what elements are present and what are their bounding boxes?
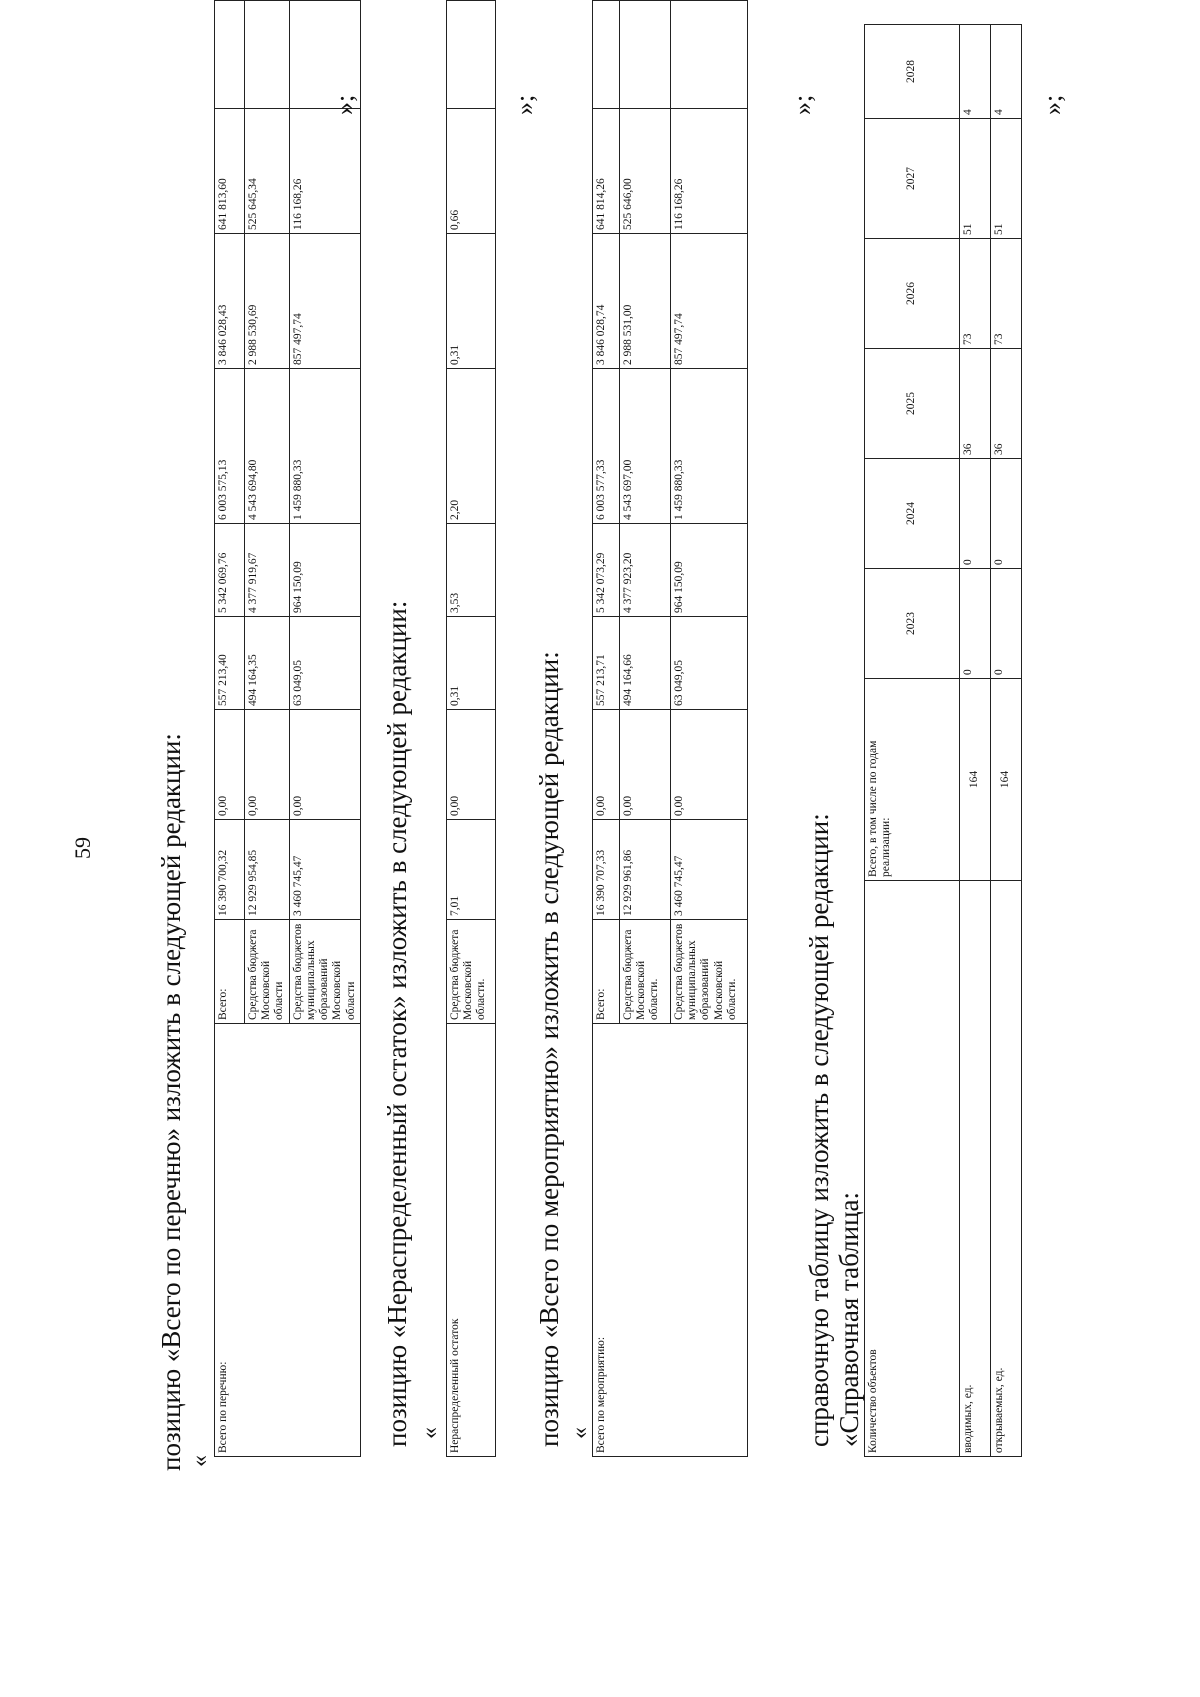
close-quote: »; [1038, 94, 1067, 115]
value-cell: 0 [960, 459, 991, 569]
value-cell: 5 342 069,76 [215, 524, 245, 617]
value-cell: 3,53 [447, 524, 496, 617]
open-quote: « [567, 1427, 593, 1439]
value-cell: 557 213,71 [593, 617, 620, 710]
empty-cell [593, 1, 620, 109]
open-quote: « [417, 1427, 443, 1439]
source-cell: Всего: [215, 920, 245, 1024]
value-cell: 0,31 [447, 234, 496, 369]
value-cell: 4 377 919,67 [245, 524, 290, 617]
table-unallocated [446, 0, 496, 1457]
value-cell: 3 460 745,47 [289, 820, 360, 920]
value-cell: 116 168,26 [289, 109, 360, 234]
value-cell: 12 929 961,86 [620, 820, 671, 920]
empty-cell [289, 1, 360, 109]
value-cell: 0,31 [447, 617, 496, 710]
table-total-activity [592, 0, 748, 1457]
value-cell: 63 049,05 [671, 617, 748, 710]
header-year: 2026 [865, 239, 960, 349]
value-cell: 0,66 [447, 109, 496, 234]
value-cell: 5 342 073,29 [593, 524, 620, 617]
value-cell: 641 813,60 [215, 109, 245, 234]
value-cell: 116 168,26 [671, 109, 748, 234]
source-cell: Средства бюджетов муниципальных образований Московской области. [671, 920, 748, 1024]
value-cell: 4 377 923,20 [620, 524, 671, 617]
table-row [447, 1, 496, 1457]
value-cell: 7,01 [447, 820, 496, 920]
header-year: 2027 [865, 119, 960, 239]
value-cell: 0,00 [671, 710, 748, 820]
value-cell: 73 [991, 239, 1022, 349]
value-cell: 0 [991, 459, 1022, 569]
row-label: вводимых, ед. [960, 881, 991, 1457]
value-cell: 4 [960, 25, 991, 119]
table-total-list [214, 0, 361, 1457]
value-cell: 964 150,09 [289, 524, 360, 617]
value-cell: 4 543 694,80 [245, 369, 290, 524]
open-quote: « [187, 1455, 213, 1467]
value-cell: 857 497,74 [289, 234, 360, 369]
close-quote: »; [330, 94, 359, 115]
value-cell: 0,00 [620, 710, 671, 820]
value-cell: 6 003 575,13 [215, 369, 245, 524]
source-cell: Средства бюджета Московской области [245, 920, 290, 1024]
value-cell: 63 049,05 [289, 617, 360, 710]
value-cell: 0 [960, 569, 991, 679]
value-cell: 0 [991, 569, 1022, 679]
value-cell: 494 164,66 [620, 617, 671, 710]
header-total: Всего, в том числе по годам реализации: [865, 679, 960, 881]
value-cell: 12 929 954,85 [245, 820, 290, 920]
reference-heading: справочную таблицу изложить в следующей редакции: [804, 813, 834, 1447]
value-cell: 164 [991, 679, 1022, 881]
source-cell: Средства бюджета Московской области. [447, 920, 496, 1024]
value-cell: 0,00 [289, 710, 360, 820]
value-cell: 641 814,26 [593, 109, 620, 234]
source-cell: Средства бюджета Московской области. [620, 920, 671, 1024]
header-year: 2023 [865, 569, 960, 679]
close-quote: »; [788, 94, 817, 115]
row-label: открываемых, ед. [991, 881, 1022, 1457]
header-year: 2024 [865, 459, 960, 569]
value-cell: 36 [960, 349, 991, 459]
close-quote: »; [510, 94, 539, 115]
table-row [865, 25, 960, 1457]
empty-cell [671, 1, 748, 109]
value-cell: 2 988 531,00 [620, 234, 671, 369]
section-heading-total-list: позицию «Всего по перечню» изложить в следующей редакции: [156, 733, 186, 1471]
table-row [960, 25, 991, 1457]
page-number: 59 [70, 837, 95, 859]
row-label: Всего по мероприятию: [593, 1024, 748, 1457]
value-cell: 1 459 880,33 [289, 369, 360, 524]
value-cell: 3 460 745,47 [671, 820, 748, 920]
value-cell: 73 [960, 239, 991, 349]
table-row [215, 1, 245, 1457]
value-cell: 36 [991, 349, 1022, 459]
empty-cell [215, 1, 245, 109]
header-year: 2025 [865, 349, 960, 459]
table-row [593, 1, 620, 1457]
empty-cell [245, 1, 290, 109]
value-cell: 51 [991, 119, 1022, 239]
section-heading-total-activity: позицию «Всего по мероприятию» изложить в следующей редакции: [534, 651, 564, 1447]
value-cell: 525 645,34 [245, 109, 290, 234]
value-cell: 525 646,00 [620, 109, 671, 234]
value-cell: 2 988 530,69 [245, 234, 290, 369]
empty-cell [447, 1, 496, 109]
value-cell: 4 543 697,00 [620, 369, 671, 524]
value-cell: 3 846 028,43 [215, 234, 245, 369]
value-cell: 4 [991, 25, 1022, 119]
row-label: Всего по перечню: [215, 1024, 361, 1457]
value-cell: 51 [960, 119, 991, 239]
value-cell: 0,00 [245, 710, 290, 820]
header-objects: Количество объектов [865, 881, 960, 1457]
table-row [991, 25, 1022, 1457]
reference-table [864, 24, 1022, 1457]
reference-subheading: «Справочная таблица: [834, 1191, 864, 1447]
value-cell: 1 459 880,33 [671, 369, 748, 524]
source-cell: Средства бюджетов муниципальных образований Московской области [289, 920, 360, 1024]
value-cell: 0,00 [215, 710, 245, 820]
value-cell: 16 390 707,33 [593, 820, 620, 920]
empty-cell [620, 1, 671, 109]
value-cell: 494 164,35 [245, 617, 290, 710]
value-cell: 964 150,09 [671, 524, 748, 617]
value-cell: 0,00 [447, 710, 496, 820]
section-heading-unallocated: позицию «Нераспределенный остаток» изложить в следующей редакции: [382, 600, 412, 1447]
value-cell: 164 [960, 679, 991, 881]
value-cell: 6 003 577,33 [593, 369, 620, 524]
row-label: Нераспределенный остаток [447, 1024, 496, 1457]
value-cell: 857 497,74 [671, 234, 748, 369]
value-cell: 557 213,40 [215, 617, 245, 710]
header-year: 2028 [865, 25, 960, 119]
value-cell: 3 846 028,74 [593, 234, 620, 369]
value-cell: 16 390 700,32 [215, 820, 245, 920]
source-cell: Всего: [593, 920, 620, 1024]
value-cell: 0,00 [593, 710, 620, 820]
value-cell: 2,20 [447, 369, 496, 524]
